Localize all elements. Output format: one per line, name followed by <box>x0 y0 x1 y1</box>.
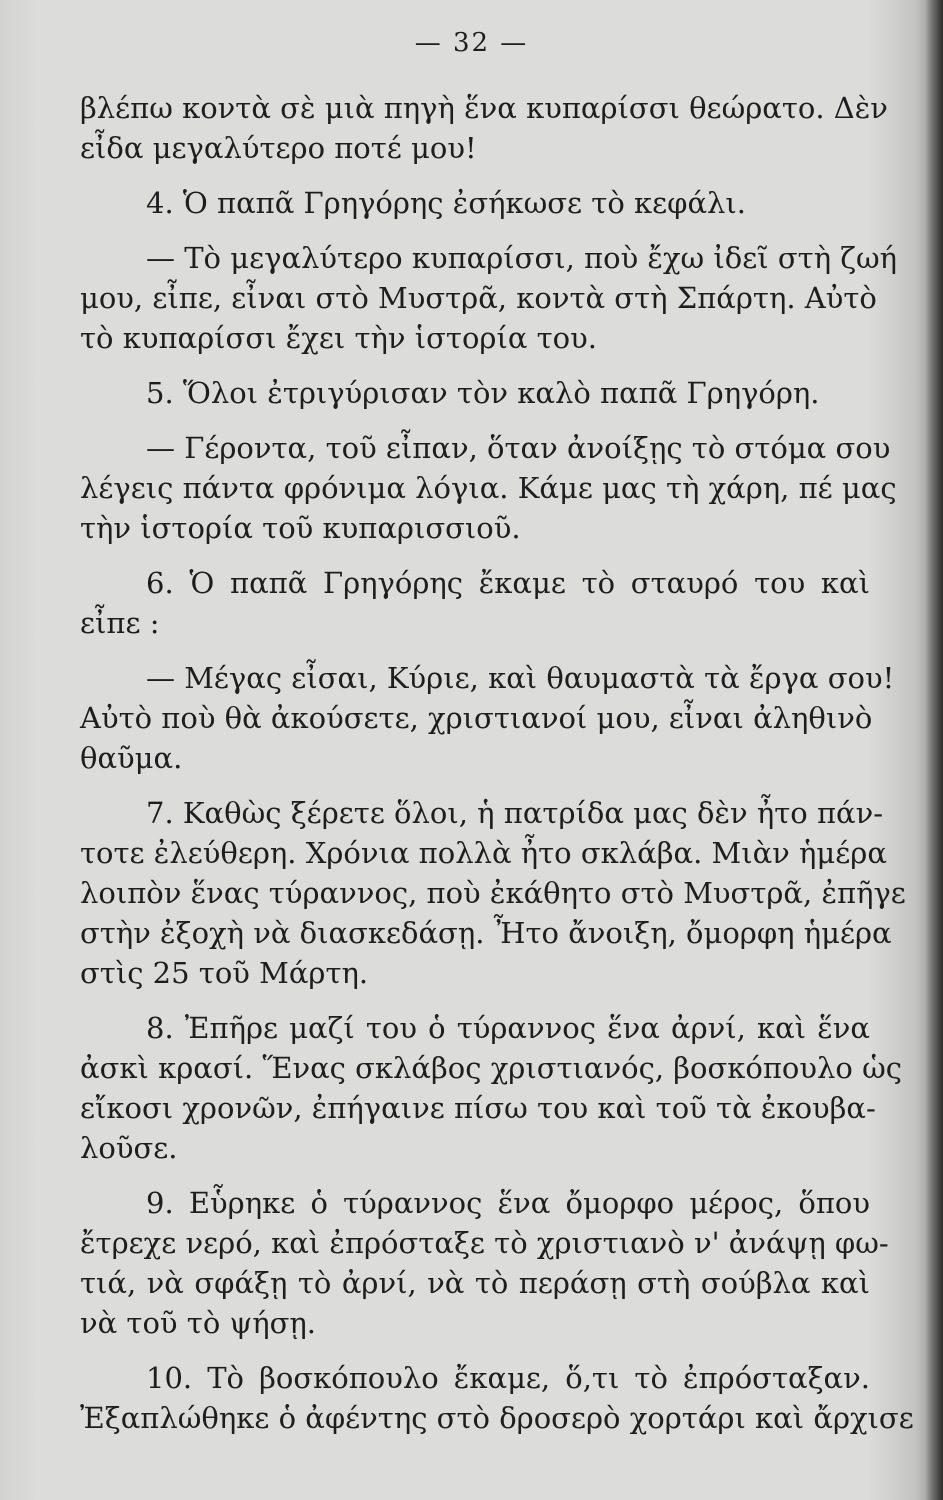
paragraph-gap <box>80 778 870 793</box>
text-line: — Γέροντα, τοῦ εἶπαν, ὅταν ἀνοίξῃς τὸ στόμα σου <box>146 431 891 465</box>
text-line: 8. Ἐπῆρε μαζί του ὁ τύραννος ἕνα ἀρνί, καὶ ἕνα <box>146 1011 870 1045</box>
text-line: — Μέγας εἶσαι, Κύριε, καὶ θαυμαστὰ τὰ ἔργα σου! <box>146 661 895 695</box>
paragraph <box>80 1358 914 1438</box>
text-line: 4. Ὁ παπᾶ Γρηγόρης ἐσήκωσε τὸ κεφάλι. <box>146 186 747 220</box>
paragraph-gap <box>80 1343 870 1358</box>
text-line: Ἐξαπλώθηκε ὁ ἀφέντης στὸ δροσερὸ χορτάρι καὶ ἄρχισε <box>80 1401 914 1435</box>
text-line: 5. Ὅλοι ἐτριγύρισαν τὸν καλὸ παπᾶ Γρηγόρη. <box>146 376 820 410</box>
text-line: ἀσκὶ κρασί. Ἕνας σκλάβος χριστιανός, βοσκόπουλο ὡς <box>80 1051 902 1085</box>
text-line: λοιπὸν ἕνας τύραννος, ποὺ ἐκάθητο στὸ Μυστρᾶ, ἐπῆγε <box>80 876 906 910</box>
paragraph-gap <box>80 358 870 373</box>
text-line: 7. Καθὼς ξέρετε ὅλοι, ἡ πατρίδα μας δὲν ἦτο πάν- <box>146 796 884 830</box>
text-line: 10. Τὸ βοσκόπουλο ἔκαμε, ὅ,τι τὸ ἐπρόσταξαν. <box>146 1361 870 1395</box>
text-line: στὴν ἐξοχὴ νὰ διασκεδάσῃ. Ἦτο ἄνοιξη, ὄμορφη ἡμέρα <box>80 916 892 950</box>
paragraph <box>80 1008 902 1168</box>
paragraph-gap <box>80 168 870 183</box>
page-body-text <box>80 88 914 1438</box>
page-spine-shadow <box>925 0 943 1500</box>
text-line: τὴν ἱστορία τοῦ κυπαρισσιοῦ. <box>80 511 521 545</box>
text-line: λέγεις πάντα φρόνιμα λόγια. Κάμε μας τὴ χάρη, πέ μας <box>80 471 897 505</box>
page-number: — 32 — <box>414 28 529 58</box>
text-line: 6. Ὁ παπᾶ Γρηγόρης ἔκαμε τὸ σταυρό του καὶ <box>146 566 870 600</box>
paragraph-gap <box>80 223 870 238</box>
paragraph <box>80 428 897 548</box>
text-line: τοτε ἐλεύθερη. Χρόνια πολλὰ ἦτο σκλάβα. Μιὰν ἡμέρα <box>80 836 887 870</box>
paragraph <box>80 793 906 993</box>
paragraph <box>80 238 898 358</box>
text-line: βλέπω κοντὰ σὲ μιὰ πηγὴ ἕνα κυπαρίσσι θεώρατο. Δὲν <box>80 91 888 125</box>
text-line: λοῦσε. <box>80 1131 178 1165</box>
text-line: τὸ κυπαρίσσι ἔχει τὴν ἱστορία του. <box>80 321 597 355</box>
paragraph <box>80 373 870 413</box>
paragraph <box>80 563 870 643</box>
text-line: στὶς 25 τοῦ Μάρτη. <box>80 956 369 990</box>
paragraph <box>80 88 888 168</box>
paragraph-gap <box>80 1168 870 1183</box>
paragraph-gap <box>80 413 870 428</box>
text-line: τιά, νὰ σφάξῃ τὸ ἀρνί, νὰ τὸ περάσῃ στὴ σούβλα καὶ <box>80 1266 870 1300</box>
text-line: Αὐτὸ ποὺ θὰ ἀκούσετε, χριστιανοί μου, εἶναι ἀληθινὸ <box>80 701 873 735</box>
text-line: — Τὸ μεγαλύτερο κυπαρίσσι, ποὺ ἔχω ἰδεῖ στὴ ζωή <box>146 241 898 275</box>
paragraph-gap <box>80 548 870 563</box>
paragraph-gap <box>80 643 870 658</box>
paragraph <box>80 183 870 223</box>
paragraph <box>80 1183 889 1343</box>
text-line: 9. Εὗρηκε ὁ τύραννος ἕνα ὄμορφο μέρος, ὅπου <box>146 1186 870 1220</box>
text-line: νὰ τοῦ τὸ ψήσῃ. <box>80 1306 317 1340</box>
text-line: εἶδα μεγαλύτερο ποτέ μου! <box>80 131 477 165</box>
text-line: εἶπε : <box>80 606 160 640</box>
text-line: εἴκοσι χρονῶν, ἐπήγαινε πίσω του καὶ τοῦ τὰ ἐκουβα- <box>80 1091 876 1125</box>
paragraph-gap <box>80 993 870 1008</box>
text-line: θαῦμα. <box>80 741 183 775</box>
paragraph <box>80 658 895 778</box>
text-line: ἔτρεχε νερό, καὶ ἐπρόσταξε τὸ χριστιανὸ ν' ἀνάψῃ φω- <box>80 1226 889 1260</box>
text-line: μου, εἶπε, εἶναι στὸ Μυστρᾶ, κοντὰ στὴ Σπάρτη. Αὐτὸ <box>80 281 877 315</box>
